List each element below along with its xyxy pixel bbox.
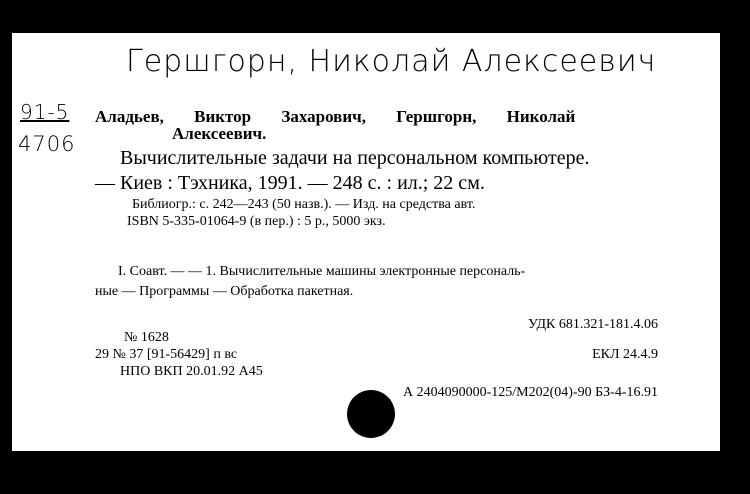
notes-line: Библиогр.: с. 242—243 (50 назв.). — Изд. на средства авт. <box>132 197 476 212</box>
ekl-code: ЕКЛ 24.4.9 <box>592 347 658 362</box>
handwritten-accession-number: 4706 <box>18 132 76 156</box>
udk-code: УДК 681.321-181.4.06 <box>527 317 658 332</box>
classification-code: А 2404090000-125/М202(04)-90 БЗ-4-16.91 <box>403 385 658 400</box>
order-line: 29 № 37 [91-56429] п вс <box>95 347 238 362</box>
authors-line-2: Алексеевич. <box>172 124 267 143</box>
npo-line: НПО ВКП 20.01.92 А45 <box>120 364 263 379</box>
title-line: Вычислительные задачи на персональном компьютере. <box>120 147 590 169</box>
tracings-line-1: I. Соавт. — — 1. Вычислительные машины электронные персональ- <box>118 264 526 279</box>
isbn-line: ISBN 5-335-01064-9 (в пер.) : 5 р., 5000 экз. <box>127 214 386 229</box>
handwritten-shelf-mark: 91-5 <box>20 100 70 124</box>
imprint-line: — Киев : Тэхника, 1991. — 248 с. : ил.; 22 см. <box>95 172 485 194</box>
handwritten-heading: Гершгорн, Николай Алексеевич <box>126 44 657 79</box>
authors-line-1: Аладьев, Виктор Захарович, Гершгорн, Николай <box>95 107 576 126</box>
card-number: № 1628 <box>124 330 169 345</box>
punch-hole <box>347 390 395 438</box>
tracings-line-2: ные — Программы — Обработка пакетная. <box>95 284 354 299</box>
